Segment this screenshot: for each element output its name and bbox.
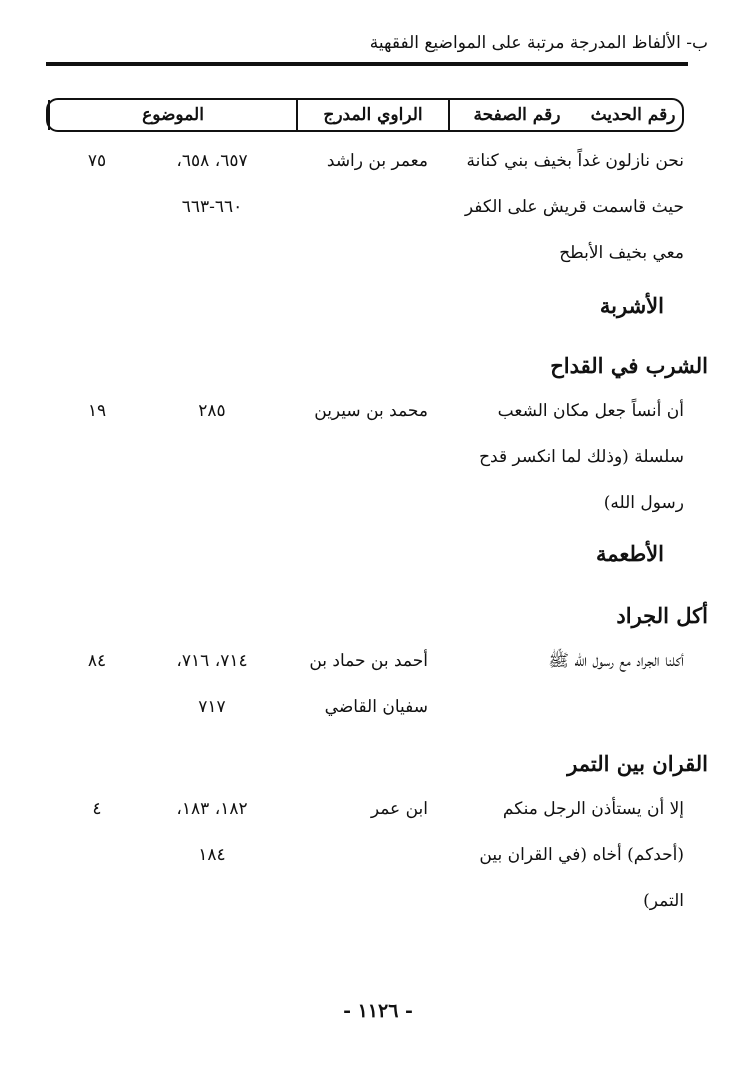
section-title: الأطعمة <box>595 541 664 566</box>
subsection-title: أكل الجراد <box>616 603 708 628</box>
subsection-title: الشرب في القداح <box>550 353 708 378</box>
header-rule <box>46 62 688 66</box>
column-header-topic: الموضوع <box>48 100 296 130</box>
page-numbers: ٧١٤، ٧١٦، <box>176 651 248 671</box>
table-header <box>46 98 684 132</box>
topic-text: (أحدكم) أخاه (في القران بين <box>479 845 684 865</box>
page-numbers: ٧١٧ <box>198 697 226 717</box>
page-numbers: ١٨٢، ١٨٣، <box>176 799 248 819</box>
subsection-title: القران بين التمر <box>567 751 708 776</box>
page-numbers: ١٨٤ <box>198 845 226 865</box>
topic-text: أكلنا الجراد مع رسول الله ﷺ <box>548 651 684 671</box>
hadith-number: ١٩ <box>87 401 107 421</box>
topic-text: حيث قاسمت قريش على الكفر <box>464 197 684 217</box>
narrator-text: محمد بن سيرين <box>314 401 428 421</box>
narrator-text: سفيان القاضي <box>324 697 428 717</box>
table-row <box>46 138 684 276</box>
section-title: الأشربة <box>599 293 664 318</box>
table-row <box>46 638 684 730</box>
narrator-text: معمر بن راشد <box>326 151 428 171</box>
hadith-number: ٨٤ <box>87 651 107 671</box>
table-row <box>46 388 684 526</box>
topic-text: أن أنساً جعل مكان الشعب <box>497 401 684 421</box>
topic-text: سلسلة (وذلك لما انكسر قدح <box>479 447 684 467</box>
topic-text: التمر) <box>643 891 684 911</box>
page-numbers: ٢٨٥ <box>198 401 226 421</box>
running-header: ب- الألفاظ المدرجة مرتبة على المواضيع الفقهية <box>369 33 708 53</box>
hadith-number: ٤ <box>92 799 102 819</box>
column-header-page: رقم الصفحة <box>448 100 584 130</box>
narrator-text: أحمد بن حماد بن <box>309 651 428 671</box>
column-header-narrator: الراوي المدرج <box>296 100 448 130</box>
topic-text: معي بخيف الأبطح <box>559 243 684 263</box>
page-numbers: ٦٦٠-٦٦٣ <box>181 197 243 217</box>
page-number: - ١١٢٦ - <box>343 1000 413 1022</box>
hadith-number: ٧٥ <box>87 151 107 171</box>
column-header-hadith: رقم الحديث <box>590 105 676 125</box>
topic-text: رسول الله) <box>603 493 684 513</box>
topic-text: إلا أن يستأذن الرجل منكم <box>502 799 684 819</box>
topic-text: نحن نازلون غداً بخيف بني كنانة <box>466 151 684 171</box>
table-row <box>46 786 684 924</box>
page-numbers: ٦٥٧، ٦٥٨، <box>176 151 248 171</box>
narrator-text: ابن عمر <box>370 799 428 819</box>
